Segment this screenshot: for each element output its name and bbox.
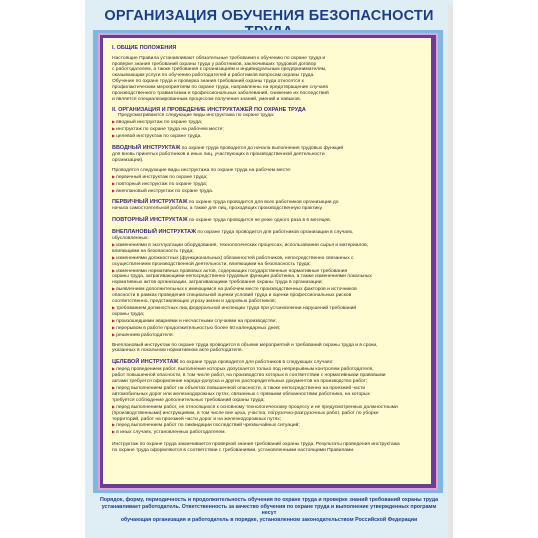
footer-line: Порядок, форму, периодичность и продолжительность обучения по охране труда и проверке знаний требований охраны труда: [99, 497, 439, 503]
bullet-item: ▶ изменениями должностных (функциональных) обязанностей работников, непосредственно связанных с осуществлением производственной деятельности, влияющими на безопасность труда;: [112, 255, 422, 268]
text-line: по охране труда проводится до начала выполнения трудовых функций: [180, 146, 344, 152]
text-line: с работодателем, а также требования к организациям и индивидуальным предпринимателям,: [112, 67, 327, 73]
text-line: по охране труда проводится для работников в следующих случаях:: [178, 360, 334, 366]
bullet-item: ▶ целевой инструктаж по охране труда.: [112, 133, 422, 140]
text-line: по охране труда проводится для работников организации в случаях,: [196, 230, 354, 236]
bullet-item: ▶ требованием должностных лиц федеральной инспекции труда при установлении нарушений требований охраны труда;: [112, 305, 422, 318]
footer-line: устанавливает работодатель. Ответственность за качество обучения по охране труда и выполнение утвержденных программ несут: [101, 503, 437, 517]
text-line: указанных в локальном нормативном акте работодателя.: [112, 348, 243, 354]
bullet-item: ▶ решением работодателя.: [112, 332, 422, 339]
bullet-item: ▶ повторный инструктаж по охране труда;: [112, 181, 422, 188]
footer-line: обучающая организация и работодатель в порядке, установленном законодательством Российской Федерации: [120, 516, 418, 523]
footer-note: [99, 497, 439, 523]
vneplan-label: ВНЕПЛАНОВЫЙ ИНСТРУКТАЖ: [112, 229, 197, 236]
text-line: по охране труда проводится для всех работников организации до: [187, 200, 339, 206]
section-heading-general: I. ОБЩИЕ ПОЛОЖЕНИЯ: [112, 45, 177, 51]
text-line: Обучение по охране труда и проверка знания требований охраны труда относятся к: [112, 79, 304, 85]
bullet-item: ▶ изменениями в эксплуатации оборудования, технологических процессах, использовании сырья и материалов, влияющими на безопасность труда;: [112, 242, 422, 255]
bullet-item: ▶ произошедшими авариями и несчастными случаями на производстве;: [112, 318, 422, 325]
bullet-item: ▶ перед выполнением работ, не относящихся к основному технологическому процессу и не предусмотренных должностными (производственными) инструкциями, в том числе вне цеха, участка, погрузочно-разгрузочных работ, работ по уборке территорий, работ на проезжей части дорог и на железнодорожных путях;: [112, 404, 422, 423]
bullet-item: ▶ инструктаж по охране труда на рабочем месте;: [112, 126, 422, 133]
bullet-item: ▶ выявлением дополнительных к имеющимся на рабочем месте производственных факторов и источников опасности в рамках проведения специальной оценки условий труда и оценки профессиональных рисков соответственно, представляющих угрозу жизни и здоровью работников;: [112, 286, 422, 305]
text-line: производственного травматизма и профессиональных заболеваний, снижение их последствий: [112, 91, 329, 97]
povtorny-label: ПОВТОРНЫЙ ИНСТРУКТАЖ: [112, 217, 188, 224]
bullet-item: ▶ перед выполнением работ на объектах повышенной опасности, а также непосредственно на проезжей части автомобильных дорог или железнодорожных путях, связанных с прямыми обязанностями работника, на которых требуется соблюдение дополнительных требований охраны труда;: [112, 385, 422, 404]
vvodny-label: ВВОДНЫЙ ИНСТРУКТАЖ: [112, 145, 181, 152]
text-line: Настоящие Правила устанавливают обязательные требования к обучению по охране труда и: [112, 55, 326, 61]
text-line: начала самостоятельной работы, а также для лиц, проходящих производственную практику.: [112, 206, 323, 212]
bullet-item: ▶ в иных случаях, установленных работодателем.: [112, 429, 422, 436]
content-panel: [103, 38, 431, 484]
text-line: Внеплановый инструктаж по охране труда проводится в объеме мероприятий и требований охраны труда и в сроки,: [112, 342, 378, 348]
bullet-item: ▶ перерывом в работе продолжительностью более 60 календарных дней;: [112, 325, 422, 332]
bullet-item: ▶ внеплановый инструктаж по охране труда.: [112, 188, 422, 195]
poster: [85, 0, 453, 538]
text-line: Предусматриваются следующие виды инструктажа по охране труда:: [118, 113, 275, 119]
poster-title: ОРГАНИЗАЦИЯ ОБУЧЕНИЯ БЕЗОПАСНОСТИ: [104, 8, 434, 24]
text-line: проверке знания требований охраны труда у работников, заключивших трудовой договор: [112, 61, 317, 67]
text-line: Проводятся следующие виды инструктажа по охране труда на рабочем месте:: [112, 167, 292, 173]
text-line: и является специализированным процессом получения знаний, умений и навыков.: [112, 96, 302, 102]
bullet-item: ▶ перед проведением работ, выполнение которых допускается только под непрерывным контролем работодателя, работ повышенной опасности, в том числе работ, на производство которых в соответствии с нормативными правовыми актами требуется оформление наряда-допуска и других распорядительных документов на производство работ;: [112, 366, 422, 385]
text-line: обусловленных:: [112, 236, 149, 242]
text-line: Инструктаж по охране труда заканчивается проверкой знания требований охраны труда. Результаты проведения инструктажа: [112, 442, 400, 448]
text-line: организации).: [112, 157, 144, 163]
bullet-item: ▶ перед выполнением работ по ликвидации последствий чрезвычайных ситуаций;: [112, 422, 422, 429]
bullet-item: ▶ первичный инструктаж по охране труда;: [112, 174, 422, 181]
bullet-item: ▶ изменениями нормативных правовых актов, содержащих государственные нормативные требования охраны труда, затрагивающими непосредственно трудовые функции работника, а также изменениями локальных нормативных актов организации, затрагивающими требования охраны труда в организации;: [112, 268, 422, 287]
section-general-text: [112, 56, 422, 103]
pervichny-label: ПЕРВИЧНЫЙ ИНСТРУКТАЖ: [112, 199, 188, 206]
text-line: оказывающим услуги по обучению работодателей и работников вопросам охраны труда.: [112, 73, 315, 79]
poster-shadow: [448, 4, 453, 538]
text-line: по охране труда проводится не реже одного раза в 6 месяцев.: [187, 218, 332, 224]
text-line: для вновь принятых работников и иных лиц, участвующих в производственной деятельности: [112, 151, 325, 157]
bullet-item: ▶ вводный инструктаж по охране труда;: [112, 119, 422, 126]
section-heading-instructions: II. ОРГАНИЗАЦИЯ И ПРОВЕДЕНИЕ ИНСТРУКТАЖЕЙ ПО ОХРАНЕ ТРУДА: [112, 106, 306, 113]
celevoy-label: ЦЕЛЕВОЙ ИНСТРУКТАЖ: [112, 359, 179, 366]
text-line: профилактическим мероприятиям по охране труда, направленны на предотвращение случаев: [112, 85, 328, 91]
text-line: по охране труда оформляются в соответствии с требованиями, установленными настоящими Правилами.: [112, 448, 355, 454]
